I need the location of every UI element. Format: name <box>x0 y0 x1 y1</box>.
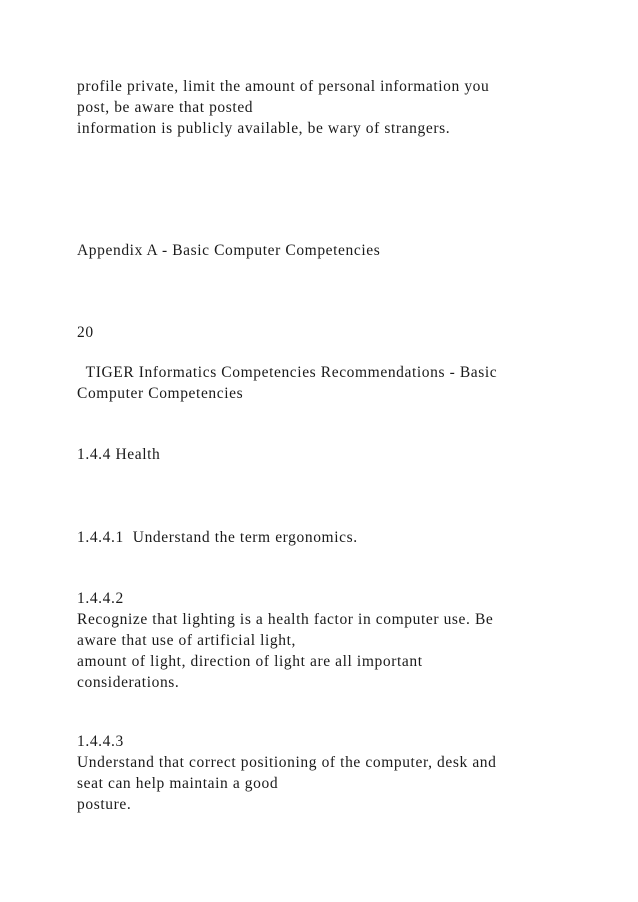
section-heading: 1.4.4 Health <box>77 446 161 463</box>
text-line: Understand that correct positioning of the computer, desk and <box>77 754 497 771</box>
text-line: 1.4.4.2 <box>77 590 124 607</box>
text-line: Recognize that lighting is a health factor in computer use. Be <box>77 611 494 628</box>
competency-item-2 <box>77 588 557 693</box>
competency-item-1 <box>77 527 557 548</box>
text-line: Computer Competencies <box>77 385 244 402</box>
text-line: aware that use of artificial light, <box>77 632 296 649</box>
page-number: 20 <box>77 324 94 341</box>
text-line: information is publicly available, be wary of strangers. <box>77 120 451 137</box>
text-line: considerations. <box>77 674 180 691</box>
text-line: post, be aware that posted <box>77 99 254 116</box>
text-line: 1.4.4.3 <box>77 733 124 750</box>
text-line: 1.4.4.1 Understand the term ergonomics. <box>77 529 358 546</box>
text-line: seat can help maintain a good <box>77 775 279 792</box>
intro-paragraph <box>77 76 557 139</box>
competency-item-3 <box>77 731 557 815</box>
text-line: amount of light, direction of light are all important <box>77 653 423 670</box>
text-line: posture. <box>77 796 132 813</box>
text-line: profile private, limit the amount of personal information you <box>77 78 490 95</box>
running-title <box>77 362 557 404</box>
text-line: TIGER Informatics Competencies Recommendations - Basic <box>77 364 498 381</box>
appendix-heading: Appendix A - Basic Computer Competencies <box>77 242 381 259</box>
